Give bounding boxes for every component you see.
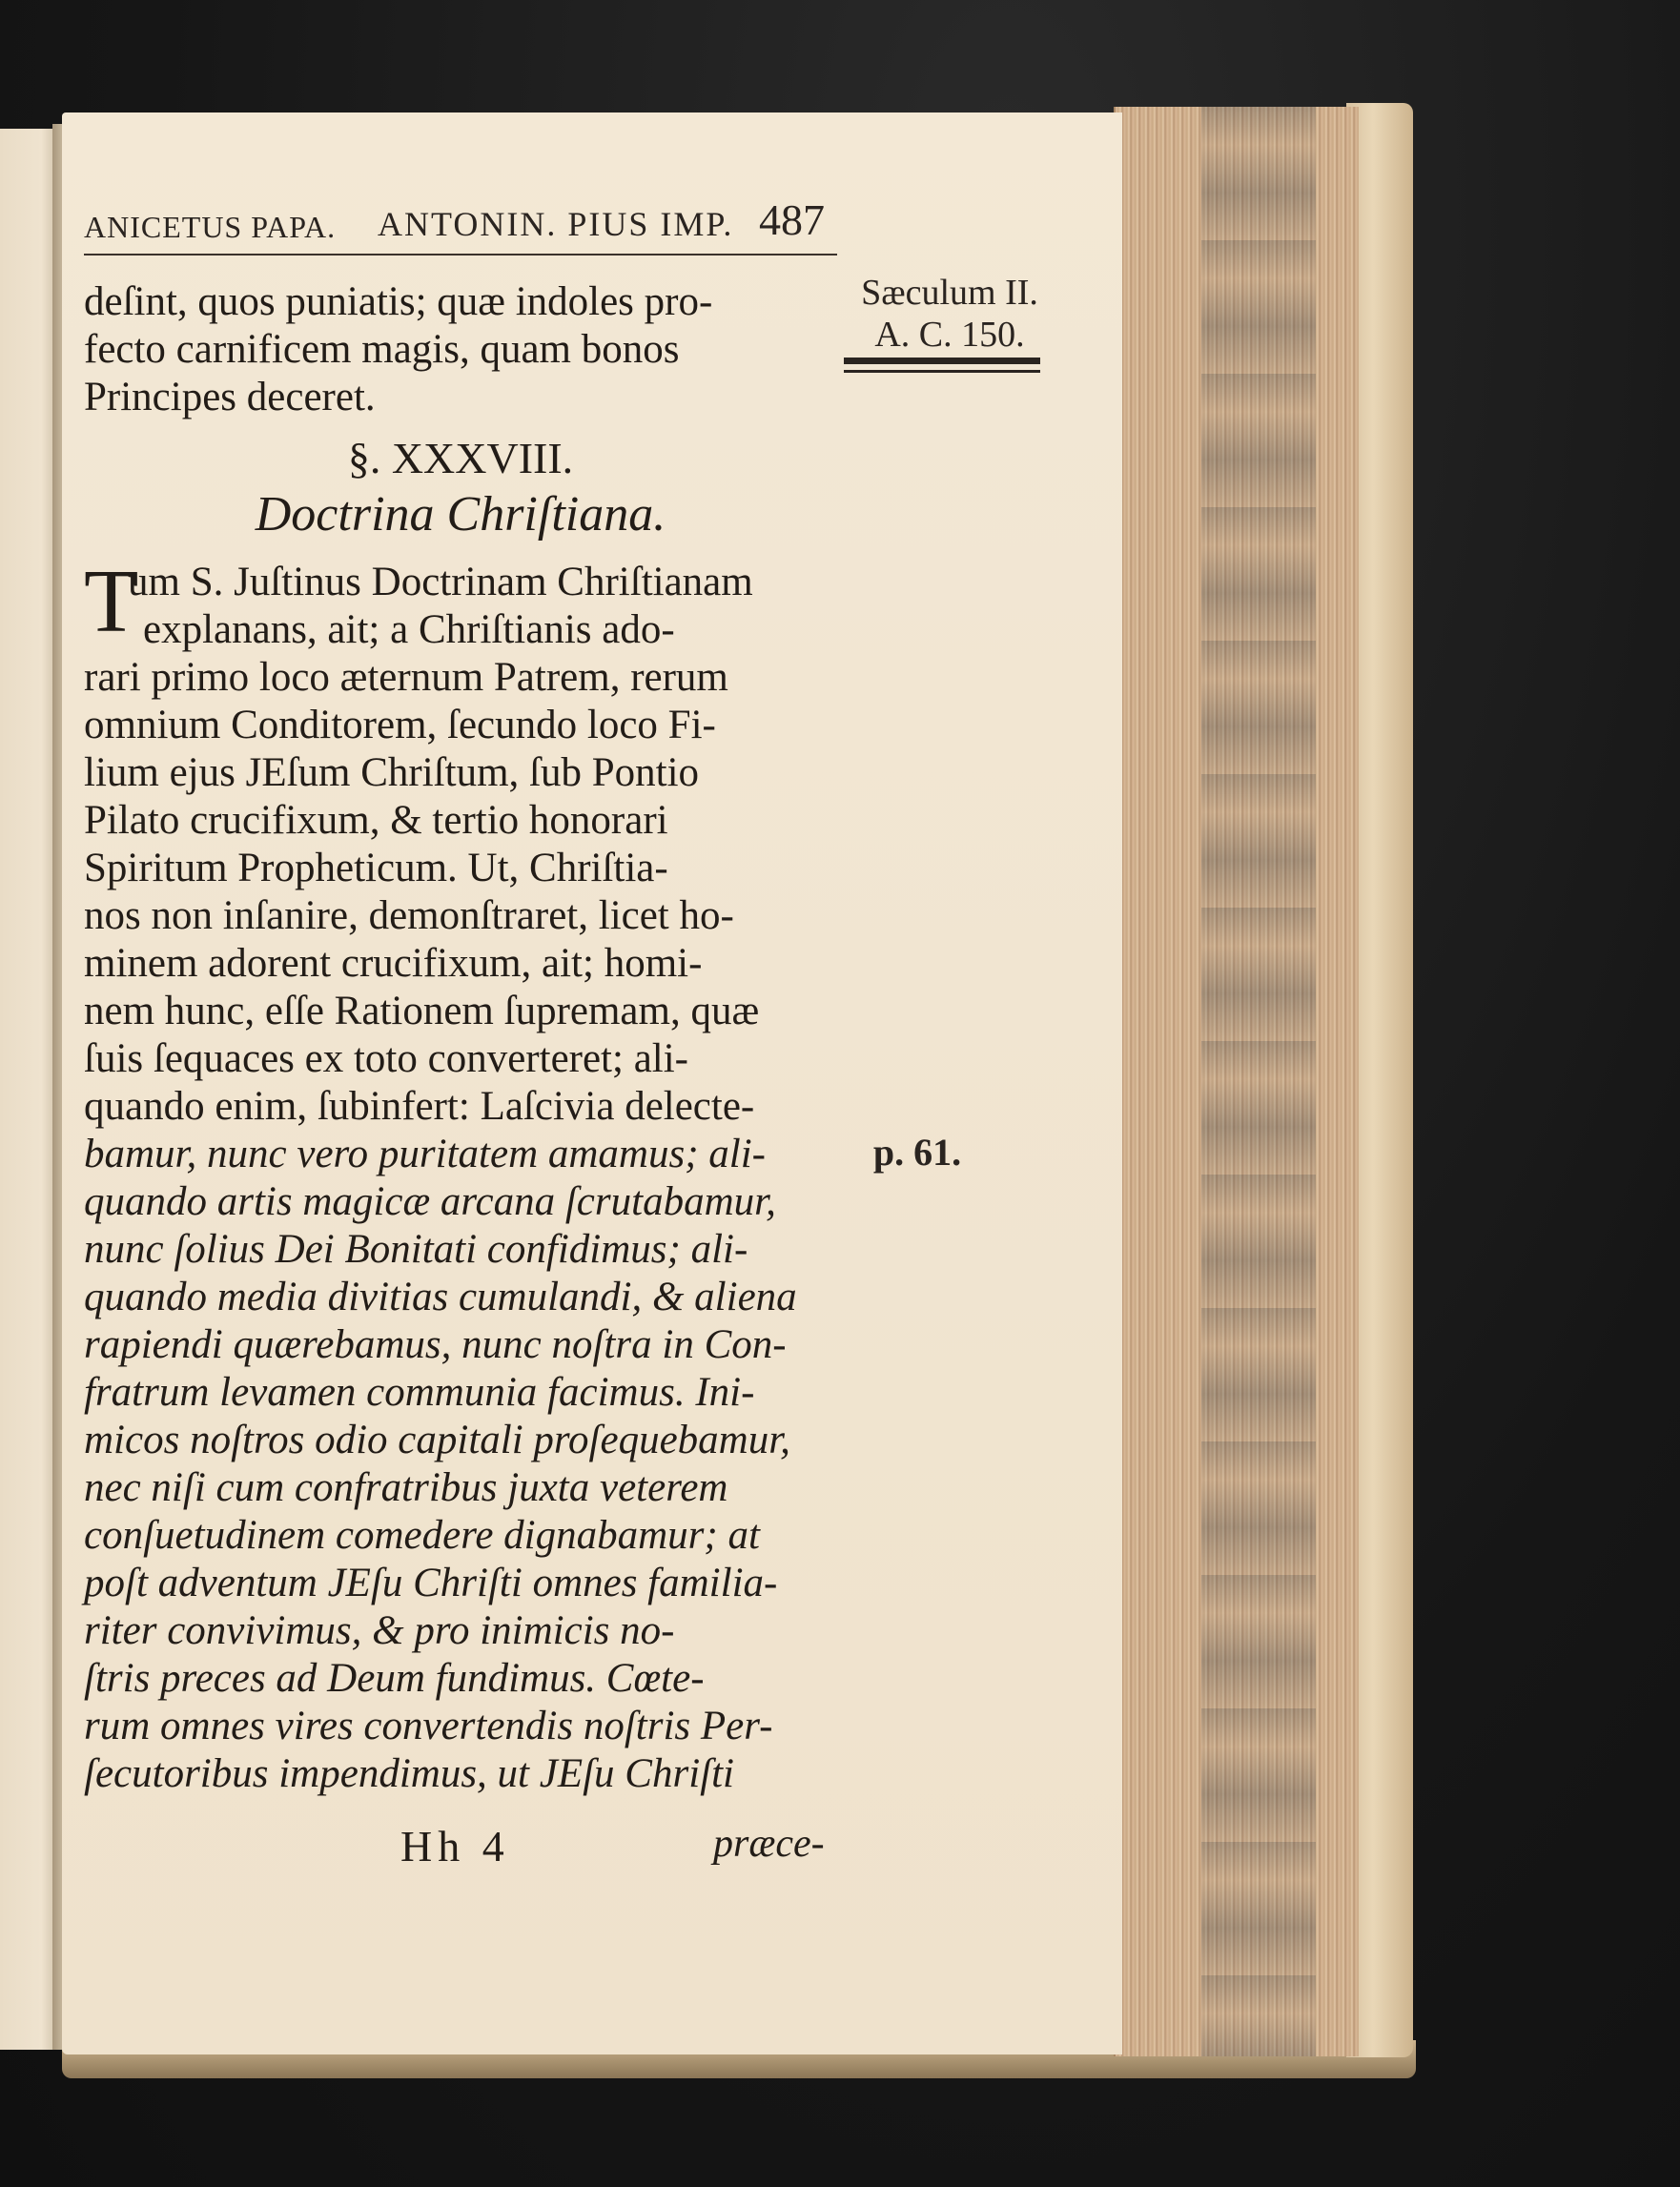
- page-number: 487: [759, 195, 825, 244]
- text-line: fecto carnificem magis, quam bonos: [84, 327, 680, 372]
- text-line-italic: riter convivimus, & pro inimicis no-: [84, 1608, 675, 1653]
- text-line: minem adorent crucifixum, ait; homi-: [84, 941, 703, 986]
- text-line: Spiritum Propheticum. Ut, Chriſtia-: [84, 846, 668, 890]
- section-title: Doctrina Chriſtiana.: [255, 487, 666, 542]
- text-line: lium ejus JEſum Chriſtum, ſub Pontio: [84, 750, 700, 795]
- margin-page-reference: p. 61.: [872, 1131, 962, 1174]
- margin-year: A. C. 150.: [874, 315, 1025, 355]
- text-line: explanans, ait; a Chriſtianis ado-: [143, 607, 675, 652]
- text-line: quando enim, ſubinfert: Laſcivia delecte-: [84, 1084, 755, 1129]
- text-line-italic: nunc ſolius Dei Bonitati confidimus; ali-: [84, 1227, 748, 1272]
- page-block-edge: [1114, 107, 1359, 2056]
- running-head-center: ANTONIN. PIUS IMP.: [378, 205, 734, 243]
- header-rule: [84, 254, 837, 255]
- text-line: nos non inſanire, demonſtraret, licet ho-: [84, 893, 734, 938]
- text-line: Pilato crucifixum, & tertio honorari: [84, 798, 668, 843]
- signature-mark: Hh 4: [400, 1822, 510, 1870]
- text-line: deſint, quos puniatis; quæ indoles pro-: [84, 279, 713, 324]
- margin-double-rule: [844, 358, 1040, 364]
- text-line-italic: rapiendi quærebamus, nunc noſtra in Con-: [84, 1322, 787, 1367]
- text-line: Principes deceret.: [84, 375, 376, 419]
- text-line-italic: poſt adventum JEſu Chriſti omnes familia-: [84, 1561, 778, 1605]
- text-line-italic: ſecutoribus impendimus, ut JEſu Chriſti: [84, 1751, 734, 1796]
- text-line: omnium Conditorem, ſecundo loco Fi-: [84, 703, 716, 747]
- text-line-italic: ſtris preces ad Deum fundimus. Cœte-: [84, 1656, 705, 1701]
- text-line: nem hunc, eſſe Rationem ſupremam, quæ: [84, 989, 760, 1033]
- margin-rule-thin: [844, 370, 1040, 373]
- text-line-italic: quando media divitias cumulandi, & aliena: [84, 1275, 797, 1319]
- margin-note-date: [849, 272, 1051, 356]
- text-line-italic: bamur, nunc vero puritatem amamus; ali-: [84, 1132, 767, 1176]
- text-line-italic: conſuetudinem comedere dignabamur; at: [84, 1513, 760, 1558]
- text-line-italic: nec niſi cum confratribus juxta veterem: [84, 1465, 728, 1510]
- text-line: rari primo loco æternum Patrem, rerum: [84, 655, 728, 700]
- text-line-italic: fratrum levamen communia facimus. Ini-: [84, 1370, 755, 1415]
- margin-saeculum: Sæculum II.: [861, 273, 1038, 313]
- section-number: §. XXXVIII.: [347, 434, 574, 482]
- text-line-italic: micos noſtros odio capitali proſequebamur,: [84, 1418, 790, 1462]
- edge-staining: [1201, 107, 1316, 2056]
- catchword: præce-: [713, 1822, 825, 1866]
- running-head-left: ANICETUS PAPA.: [84, 210, 337, 244]
- running-head: [84, 189, 828, 255]
- facing-page-edge: [0, 129, 59, 2050]
- text-line-italic: rum omnes vires convertendis noſtris Per-: [84, 1704, 773, 1748]
- text-line: ſuis ſequaces ex toto converteret; ali-: [84, 1036, 688, 1081]
- text-line-italic: quando artis magicæ arcana ſcrutabamur,: [84, 1179, 776, 1224]
- drop-cap: T: [84, 552, 139, 651]
- text-line: um S. Juſtinus Doctrinam Chriſtianam: [128, 560, 753, 604]
